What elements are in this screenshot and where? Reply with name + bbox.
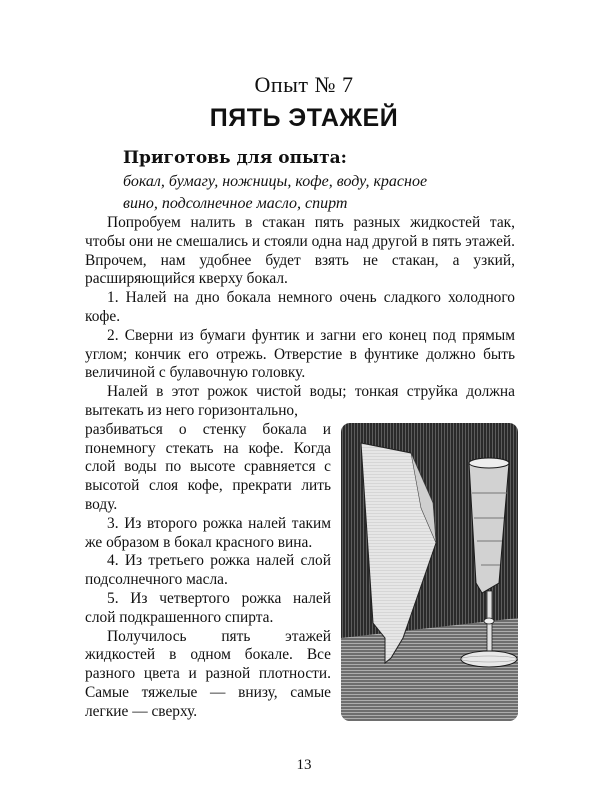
paragraph-intro: Попробуем налить в стакан пять разных жидкостей так, чтобы они не смешались и стояли одна над другой в пять этажей. Впрочем, нам удобнее будет взять не стакан, а узкий, расширяющийся кверху бокал. — [85, 214, 515, 288]
experiment-title: ПЯТЬ ЭТАЖЕЙ — [209, 104, 399, 132]
page-number: 13 — [296, 757, 312, 773]
wine-glass-foot — [461, 651, 517, 667]
preparation-items — [123, 171, 483, 215]
paragraph-step-1: 1. Налей на дно бокала немного очень сладкого холодного кофе. — [85, 289, 515, 325]
paragraph-step-4: 4. Из третьего рожка налей слой подсолнечного масла. — [85, 552, 331, 589]
paragraph-step-5: 5. Из четвертого рожка налей слой подкрашенного спирта. — [85, 589, 331, 626]
text-beside-illustration — [85, 421, 331, 722]
paragraph-pour-start: Налей в этот рожок чистой воды; тонкая струйка должна вытекать из него горизонтально, — [85, 383, 515, 419]
paragraph-step-3: 3. Из второго рожка налей таким же образом в бокал красного вина. — [85, 514, 331, 551]
preparation-items-line: вино, подсолнечное масло, спирт — [123, 195, 348, 212]
illustration-glass-and-paper-cone — [341, 423, 518, 721]
paragraph-conclusion: Получилось пять этажей жидкостей в одном бокале. Все разного цвета и разной плотности. Самые тяжелые — внизу, самые легкие — сверху. — [85, 627, 331, 720]
paragraph-pour-continue: разбиваться о стенку бокала и понемногу стекать на кофе. Когда слой воды по высоте сравняется с высотой слоя кофе, прекрати лить воду. — [85, 420, 331, 513]
paragraph-step-2: 2. Сверни из бумаги фунтик и загни его конец под прямым углом; кончик его отрежь. Отверстие в фунтике должно быть величиной с булавочную головку. — [85, 326, 515, 382]
experiment-number: Опыт № 7 — [254, 72, 354, 97]
preparation-items-line: бокал, бумагу, ножницы, кофе, воду, красное — [123, 173, 428, 190]
preparation-heading: Приготовь для опыта: — [123, 148, 347, 168]
